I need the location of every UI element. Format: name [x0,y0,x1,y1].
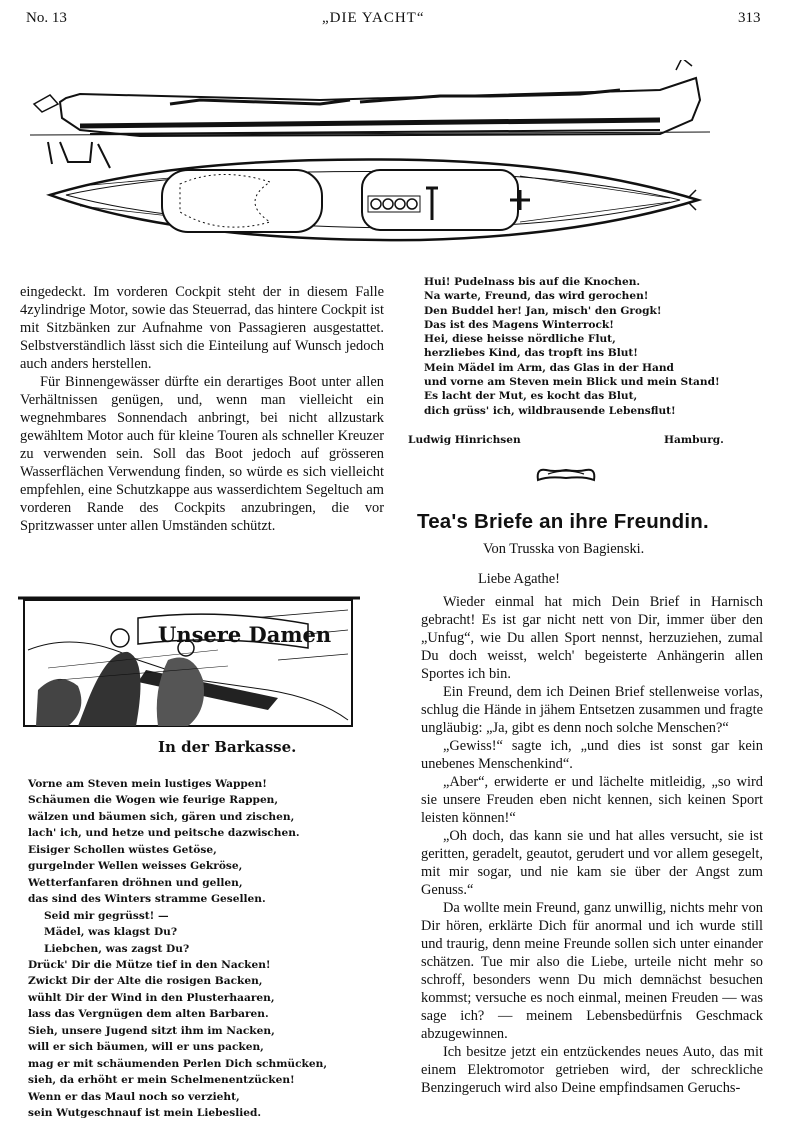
poem-line: Zwickt Dir der Alte die rosigen Backen, [28,975,263,988]
article-byline: Von Trusska von Bagienski. [483,541,645,557]
article-body [421,593,763,1097]
poem-line: das sind des Winters stramme Gesellen. [28,893,266,906]
poem-place: Hamburg. [664,434,724,446]
article-salutation: Liebe Agathe! [478,571,560,587]
article-paragraph: „Aber“, erwiderte er und lächelte mitleidig, „so wird sie unsere Freuden eben nicht kennen, sich keinen Sport leisten können!“ [421,774,763,826]
poem-line: Sieh, unsere Jugend sitzt ihm im Nacken, [28,1024,275,1037]
poem-line: Na warte, Freund, das wird gerochen! [424,290,649,303]
issue-number: No. 13 [26,10,67,26]
poem-line: dich grüss' ich, wildbrausende Lebensflut! [424,404,676,417]
poem-line: Schäumen die Wogen wie feurige Rappen, [28,794,279,807]
poem-line: Seid mir gegrüsst! — [44,909,169,922]
left-paragraph-1: eingedeckt. Im vorderen Cockpit steht der in diesem Falle 4zylindrige Motor, sowie das Steuerrad, das hintere Cockpit ist mit Sitzbänken zur Aufnahme von Passagieren ausgestattet. Selbstverständlich lässt sich die Einteilung auf Wunsch jedoch auch anders herstellen. [20,284,384,372]
poem-line: Vorne am Steven mein lustiges Wappen! [28,778,267,790]
article-title: Tea's Briefe an ihre Freundin. [417,510,709,533]
page-number: 313 [738,10,761,26]
poem-line: Hui! Pudelnass bis auf die Knochen. [424,276,641,288]
poem-line: Drück' Dir die Mütze tief in den Nacken! [28,958,271,971]
poem-line: Es lacht der Mut, es kocht das Blut, [424,390,638,403]
stern-flag-icon [34,95,58,112]
poem-line: Mein Mädel im Arm, das Glas in der Hand [424,361,674,374]
poem-line: lass das Vergnügen dem alten Barbaren. [28,1008,269,1021]
poem-line: und vorne am Steven mein Blick und mein Stand! [424,376,720,389]
poem-line: Das ist des Magens Winterrock! [424,318,614,331]
poem-line: Wetterfanfaren dröhnen und gellen, [28,876,243,889]
left-paragraph-2: Für Binnengewässer dürfte ein derartiges Boot unter allen Verhältnissen genügen, und, wenn man vielleicht ein wegnehmbares Sonnendach anbringt, bei nicht allzustark gewähltem Motor auch für kleine Touren als schneller Kreuzer zu verwenden sein. Soll das Boot jedoch auf grösseren Wasserflächen Verwendung finden, so würde es sich vielleicht empfehlen, eine Schutzkappe aus wasserdichtem Segeltuch am vorderen Rande des Cockpits anzubringen, die vor Spritzwasser unter allen Umständen schützt. [20,374,384,534]
boat-side-view [30,60,710,168]
poem-left [28,776,327,1122]
poem-line: herzliebes Kind, das tropft ins Blut! [424,347,638,360]
poem-line: Eisiger Schollen wüstes Getöse, [28,843,217,856]
ornament-icon [534,464,598,484]
poem-right [424,275,720,418]
banner-text: Unsere Damen [158,622,332,647]
boat-drawing [20,60,740,250]
poem-author: Ludwig Hinrichsen [408,434,521,446]
unsere-damen-illustration [18,590,360,730]
poem-title: In der Barkasse. [158,738,297,756]
poem-line: will er sich bäumen, will er uns packen, [28,1041,264,1054]
poem-line: lach' ich, und hetze und peitsche dazwischen. [28,827,300,840]
poem-line: Den Buddel her! Jan, misch' den Grogk! [424,304,662,317]
article-paragraph: „Oh doch, das kann sie und hat alles versucht, sie ist geritten, geradelt, geautot, gerudert und vor allem gesegelt, mit mir sogar, und nie kam sie über der Angst zum Genuss.“ [421,828,763,898]
boat-top-view [50,159,698,240]
article-paragraph: Ein Freund, dem ich Deinen Brief stellenweise vorlas, schlug die Hände in jähem Entsetzen zusammen und fragte ungläubig: „Ja, gibt es denn noch solche Menschen?“ [421,684,763,736]
article-paragraph: Ich besitze jetzt ein entzückendes neues Auto, das mit einem Elektromotor getrieben wird, der schreckliche Benzingeruch wird also Deine empfindsamen Geruchs- [421,1044,763,1096]
article-paragraph: Da wollte mein Freund, ganz unwillig, nichts mehr von Dir hören, erklärte Dich für anormal und ich wurde still und traurig, denn meine Freunde sollen sich unter einander schätzen. Tue mir also die Liebe, urteile nicht mehr so schroff, besonders wenn Du mich demnächst besuchen kommst; versuche es noch einmal, meinen Freuden — was sage ich? — meinem Lebensbedürfnis Geschmack abzugewinnen. [421,900,763,1042]
article-paragraph: Wieder einmal hat mich Dein Brief in Harnisch gebracht! Es ist gar nicht nett von Dir, immer über den „Unfug“, wie Du allen Sport nennst, herzuziehen, zumal Du doch weisst, welch' begeisterte Anhängerin allen Sportes ich bin. [421,594,763,682]
poem-line: Liebchen, was zagst Du? [44,942,190,955]
poem-line: sieh, da erhöht er mein Schelmenentzücken! [28,1074,295,1087]
poem-line: Hei, diese heisse nördliche Flut, [424,333,616,346]
poem-line: sein Wutgeschnauf ist mein Liebeslied. [28,1107,262,1120]
poem-line: gurgelnder Wellen weisses Gekröse, [28,860,243,873]
article-paragraph: „Gewiss!“ sagte ich, „und dies ist sonst gar kein unebenes Menschenkind“. [421,738,763,772]
poem-line: wälzen und bäumen sich, gären und zischen, [28,810,295,823]
poem-line: mag er mit schäumenden Perlen Dich schmücken, [28,1057,328,1070]
left-body-text [20,283,384,535]
poem-line: Mädel, was klagst Du? [44,926,178,939]
journal-title: „DIE YACHT“ [322,10,425,26]
poem-line: Wenn er das Maul noch so verzieht, [28,1090,240,1103]
poem-line: wühlt Dir der Wind in den Plusterhaaren, [28,991,275,1004]
